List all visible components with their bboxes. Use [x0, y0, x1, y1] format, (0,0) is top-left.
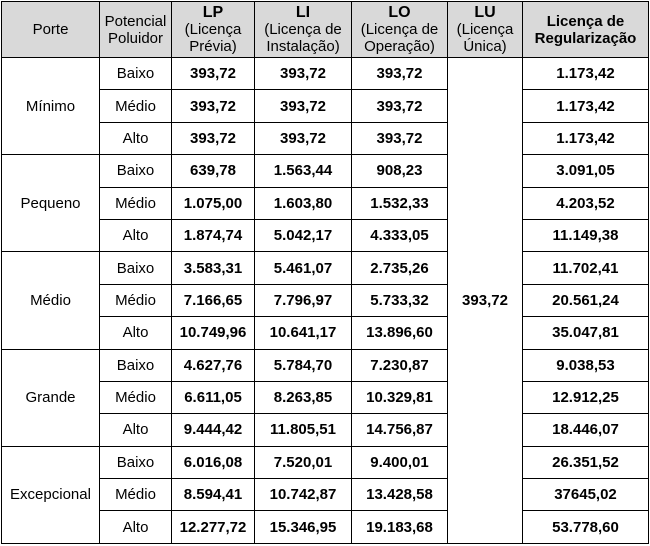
table-row [2, 252, 649, 284]
reg-cell: 1.173,42 [523, 58, 649, 90]
lo-cell: 2.735,26 [352, 252, 448, 284]
potencial-cell: Médio [100, 479, 172, 511]
header-lp-abbr: LP [202, 4, 224, 21]
potencial-cell: Médio [100, 187, 172, 219]
table-row [2, 58, 649, 90]
table-row [2, 284, 649, 316]
lo-cell: 908,23 [352, 155, 448, 187]
header-potencial-poluidor [100, 2, 172, 58]
header-licenca-regularizacao [523, 2, 649, 58]
table-row [2, 317, 649, 349]
table-row [2, 187, 649, 219]
lp-cell: 639,78 [172, 155, 255, 187]
potencial-cell: Baixo [100, 446, 172, 478]
lo-cell: 4.333,05 [352, 219, 448, 251]
potencial-cell: Alto [100, 219, 172, 251]
reg-cell: 1.173,42 [523, 122, 649, 154]
reg-cell: 37645,02 [523, 479, 649, 511]
header-li [255, 2, 352, 58]
table-row [2, 414, 649, 446]
header-reg-line1: Licença de [546, 12, 625, 30]
lo-cell: 13.428,58 [352, 479, 448, 511]
lo-cell: 393,72 [352, 58, 448, 90]
table-row [2, 511, 649, 544]
lp-cell: 8.594,41 [172, 479, 255, 511]
porte-cell: Grande [2, 349, 100, 446]
table-row [2, 349, 649, 381]
reg-cell: 11.702,41 [523, 252, 649, 284]
reg-cell: 3.091,05 [523, 155, 649, 187]
header-potencial-line2: Poluidor [107, 29, 164, 47]
potencial-cell: Médio [100, 381, 172, 413]
lp-cell: 10.749,96 [172, 317, 255, 349]
potencial-cell: Alto [100, 122, 172, 154]
potencial-cell: Baixo [100, 349, 172, 381]
header-li-abbr: LI [295, 4, 311, 21]
header-lo-line1: (Licença de [360, 21, 439, 38]
reg-cell: 20.561,24 [523, 284, 649, 316]
lo-cell: 393,72 [352, 90, 448, 122]
li-cell: 8.263,85 [255, 381, 352, 413]
lp-cell: 7.166,65 [172, 284, 255, 316]
lp-cell: 3.583,31 [172, 252, 255, 284]
li-cell: 393,72 [255, 58, 352, 90]
reg-cell: 26.351,52 [523, 446, 649, 478]
li-cell: 10.742,87 [255, 479, 352, 511]
li-cell: 1.603,80 [255, 187, 352, 219]
header-li-line2: Instalação) [266, 38, 340, 55]
table-header [2, 2, 649, 58]
header-lu [448, 2, 523, 58]
potencial-cell: Baixo [100, 155, 172, 187]
header-lo-line2: Operação) [364, 38, 435, 55]
potencial-cell: Baixo [100, 58, 172, 90]
header-lo [352, 2, 448, 58]
header-porte: Porte [2, 2, 100, 58]
header-lo-abbr: LO [388, 4, 411, 21]
header-lp-line2: Prévia) [189, 38, 237, 55]
lo-cell: 13.896,60 [352, 317, 448, 349]
license-fee-table [1, 1, 649, 544]
header-lu-line1: (Licença [456, 21, 514, 38]
lp-cell: 1.075,00 [172, 187, 255, 219]
porte-cell: Mínimo [2, 58, 100, 155]
reg-cell: 12.912,25 [523, 381, 649, 413]
lp-cell: 6.611,05 [172, 381, 255, 413]
table-row [2, 90, 649, 122]
li-cell: 7.520,01 [255, 446, 352, 478]
porte-cell: Médio [2, 252, 100, 349]
header-lp [172, 2, 255, 58]
table-row [2, 122, 649, 154]
lo-cell: 5.733,32 [352, 284, 448, 316]
potencial-cell: Alto [100, 317, 172, 349]
table-row [2, 479, 649, 511]
lp-cell: 9.444,42 [172, 414, 255, 446]
header-reg-line2: Regularização [534, 29, 637, 47]
li-cell: 11.805,51 [255, 414, 352, 446]
reg-cell: 1.173,42 [523, 90, 649, 122]
porte-cell: Pequeno [2, 155, 100, 252]
li-cell: 10.641,17 [255, 317, 352, 349]
li-cell: 7.796,97 [255, 284, 352, 316]
reg-cell: 53.778,60 [523, 511, 649, 544]
table-row [2, 155, 649, 187]
reg-cell: 35.047,81 [523, 317, 649, 349]
table-body [2, 58, 649, 544]
reg-cell: 4.203,52 [523, 187, 649, 219]
li-cell: 5.042,17 [255, 219, 352, 251]
table-row [2, 381, 649, 413]
lo-cell: 14.756,87 [352, 414, 448, 446]
potencial-cell: Alto [100, 414, 172, 446]
lo-cell: 393,72 [352, 122, 448, 154]
li-cell: 1.563,44 [255, 155, 352, 187]
lu-cell: 393,72 [448, 58, 523, 544]
lo-cell: 1.532,33 [352, 187, 448, 219]
li-cell: 15.346,95 [255, 511, 352, 544]
lo-cell: 7.230,87 [352, 349, 448, 381]
header-lu-abbr: LU [474, 4, 496, 21]
potencial-cell: Médio [100, 284, 172, 316]
lp-cell: 1.874,74 [172, 219, 255, 251]
potencial-cell: Alto [100, 511, 172, 544]
table-row [2, 446, 649, 478]
lp-cell: 393,72 [172, 90, 255, 122]
li-cell: 5.461,07 [255, 252, 352, 284]
lp-cell: 393,72 [172, 58, 255, 90]
lp-cell: 12.277,72 [172, 511, 255, 544]
header-lu-line2: Única) [463, 38, 507, 55]
lp-cell: 4.627,76 [172, 349, 255, 381]
potencial-cell: Baixo [100, 252, 172, 284]
lo-cell: 10.329,81 [352, 381, 448, 413]
header-potencial-line1: Potencial [104, 12, 167, 30]
lp-cell: 393,72 [172, 122, 255, 154]
li-cell: 393,72 [255, 90, 352, 122]
lo-cell: 9.400,01 [352, 446, 448, 478]
header-row [2, 2, 649, 58]
li-cell: 393,72 [255, 122, 352, 154]
table-row [2, 219, 649, 251]
reg-cell: 18.446,07 [523, 414, 649, 446]
reg-cell: 9.038,53 [523, 349, 649, 381]
potencial-cell: Médio [100, 90, 172, 122]
lp-cell: 6.016,08 [172, 446, 255, 478]
header-li-line1: (Licença de [264, 21, 342, 38]
li-cell: 5.784,70 [255, 349, 352, 381]
porte-cell: Excepcional [2, 446, 100, 543]
lo-cell: 19.183,68 [352, 511, 448, 544]
reg-cell: 11.149,38 [523, 219, 649, 251]
header-lp-line1: (Licença [184, 21, 242, 38]
